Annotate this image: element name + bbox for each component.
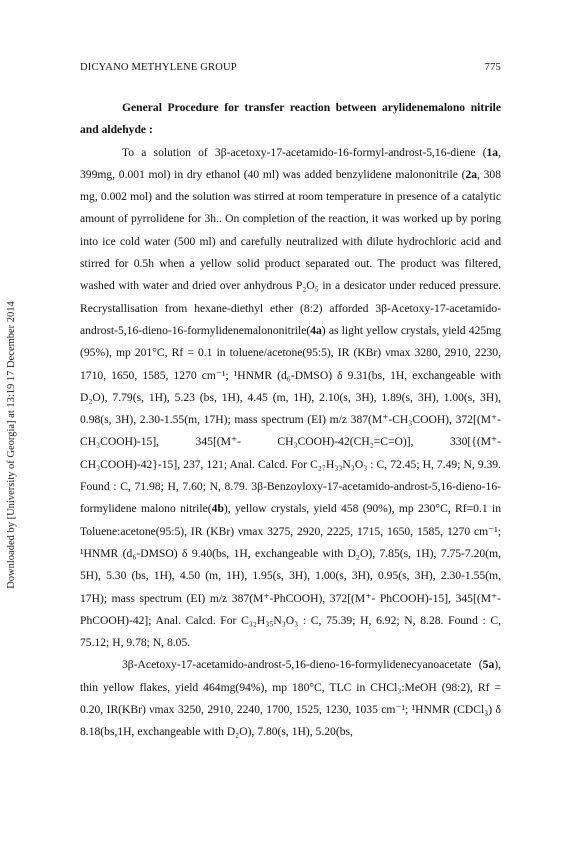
text-run: , 308 mg, 0.002 mol) and the solution was stirred at room temperature in presence of a catalytic amount of pyrrolidene for 3h.. On completion of the reaction, it was worked up by poring into ice cold water (500 ml) and carefully neutralized with dilute hydrochloric acid and stirred for 0.5h when a yellow solid product separated out. The product was filtered, washed with water and dried over anhydrous P₂O₅ in a desicator under reduced pressure. Recrystallisation from hexane-diethyl ether (8:2) afforded 3β-Acetoxy-17-acetamido-androst-5,16-dieno-16-formylidenemalononitrile( xyxy=(80,167,501,337)
text-run: 3β-Acetoxy-17-acetamido-androst-5,16-dieno-16-formylidenecyanoacetate ( xyxy=(122,658,483,672)
compound-label: 4b xyxy=(211,502,224,516)
text-run: ) as light yellow crystals, yield 425mg (95%), mp 201°C, Rf = 0.1 in toluene/acetone(95:5), IR (KBr) νmax 3280, 2910, 2230, 1710, 1650, 1585, 1270 cm⁻¹; ¹HNMR (d₆-DMSO) δ 9.31(bs, 1H, exchangeable with D₂O), 7.79(s, 1H), 5.23 (bs, 1H), 4.45 (m, 1H), 2.10(s, 3H), 1.89(s, 3H), 1.00(s, 3H), 0.98(s, 3H), 2.30-1.55(m, 17H); mass spectrum (EI) m/z 387(M⁺-CH₃COOH), 372[(M⁺- CH₃COOH)-15], 345[(M⁺- CH₃COOH)-42(CH₂=C=O)], 330[{(M⁺- CH₃COOH)-42}-15], 237, 121; Anal. Calcd. For C₂₇H₃₃N₃O₃ : C, 72.45; H, 7.49; N, 9.39. Found : C, 71.98; H, 7.60; N, 8.79. 3β-Benzoyloxy-17-acetamido-androst-5,16-dieno-16-formylidene malono nitrile( xyxy=(80,323,501,516)
text-run: To a solution of 3β-acetoxy-17-acetamido-16-formyl-androst-5,16-diene ( xyxy=(122,145,487,159)
download-watermark: Downloaded by [University of Georgia] at 13:19 17 December 2014 xyxy=(6,301,17,589)
running-title: DICYANO METHYLENE GROUP xyxy=(80,62,237,73)
compound-label: 2a xyxy=(465,167,478,181)
text-run: ), yellow crystals, yield 458 (90%), mp 230°C, Rf=0.1 in Toluene:acetone(95:5), IR (KBr) νmax 3275, 2920, 2225, 1715, 1650, 1585, 1270 cm⁻¹; ¹HNMR (d₆-DMSO) δ 9.40(bs, 1H, exchangeable with D₂O), 7.85(s, 1H), 7.75-7.20(m, 5H), 5.30 (bs, 1H), 4.50 (m, 1H), 1.95(s, 3H), 1.00(s, 3H), 0.95(s, 3H), 2.30-1.55(m, 17H); mass spectrum (EI) m/z 387(M⁺-PhCOOH), 372[(M⁺- PhCOOH)-15], 345[(M⁺- PhCOOH)-42]; Anal. Calcd. For C₃₂H₃₅N₃O₃ : C, 75.39; H, 6.92; N, 8.28. Found : C, 75.12; H, 9.78; N, 8.05. xyxy=(80,502,501,650)
compound-label: 1a xyxy=(486,145,499,159)
text-run: , 399mg, 0.001 mol) in dry ethanol (40 ml) was added benzylidene malononitrile ( xyxy=(80,145,501,181)
section-heading: General Procedure for transfer reaction between arylidenemalono nitrile and aldehyde : xyxy=(80,101,501,137)
compound-label: 5a xyxy=(482,658,495,672)
paragraph-compound-5a xyxy=(80,654,501,743)
page-body xyxy=(80,97,501,744)
text-run: ), thin yellow flakes, yield 464mg(94%), mp 180°C, TLC in CHCl₃:MeOH (98:2), Rf = 0.20, IR(KBr) νmax 3250, 2910, 2240, 1700, 1525, 1230, 1035 cm⁻¹; ¹HNMR (CDCl₃) δ 8.18(bs,1H, exchangeable with D₂O), 7.80(s, 1H), 5.20(bs, xyxy=(80,658,501,739)
paragraph-procedure xyxy=(80,142,501,655)
page-number: 775 xyxy=(484,62,501,73)
compound-label: 4a xyxy=(310,323,322,337)
